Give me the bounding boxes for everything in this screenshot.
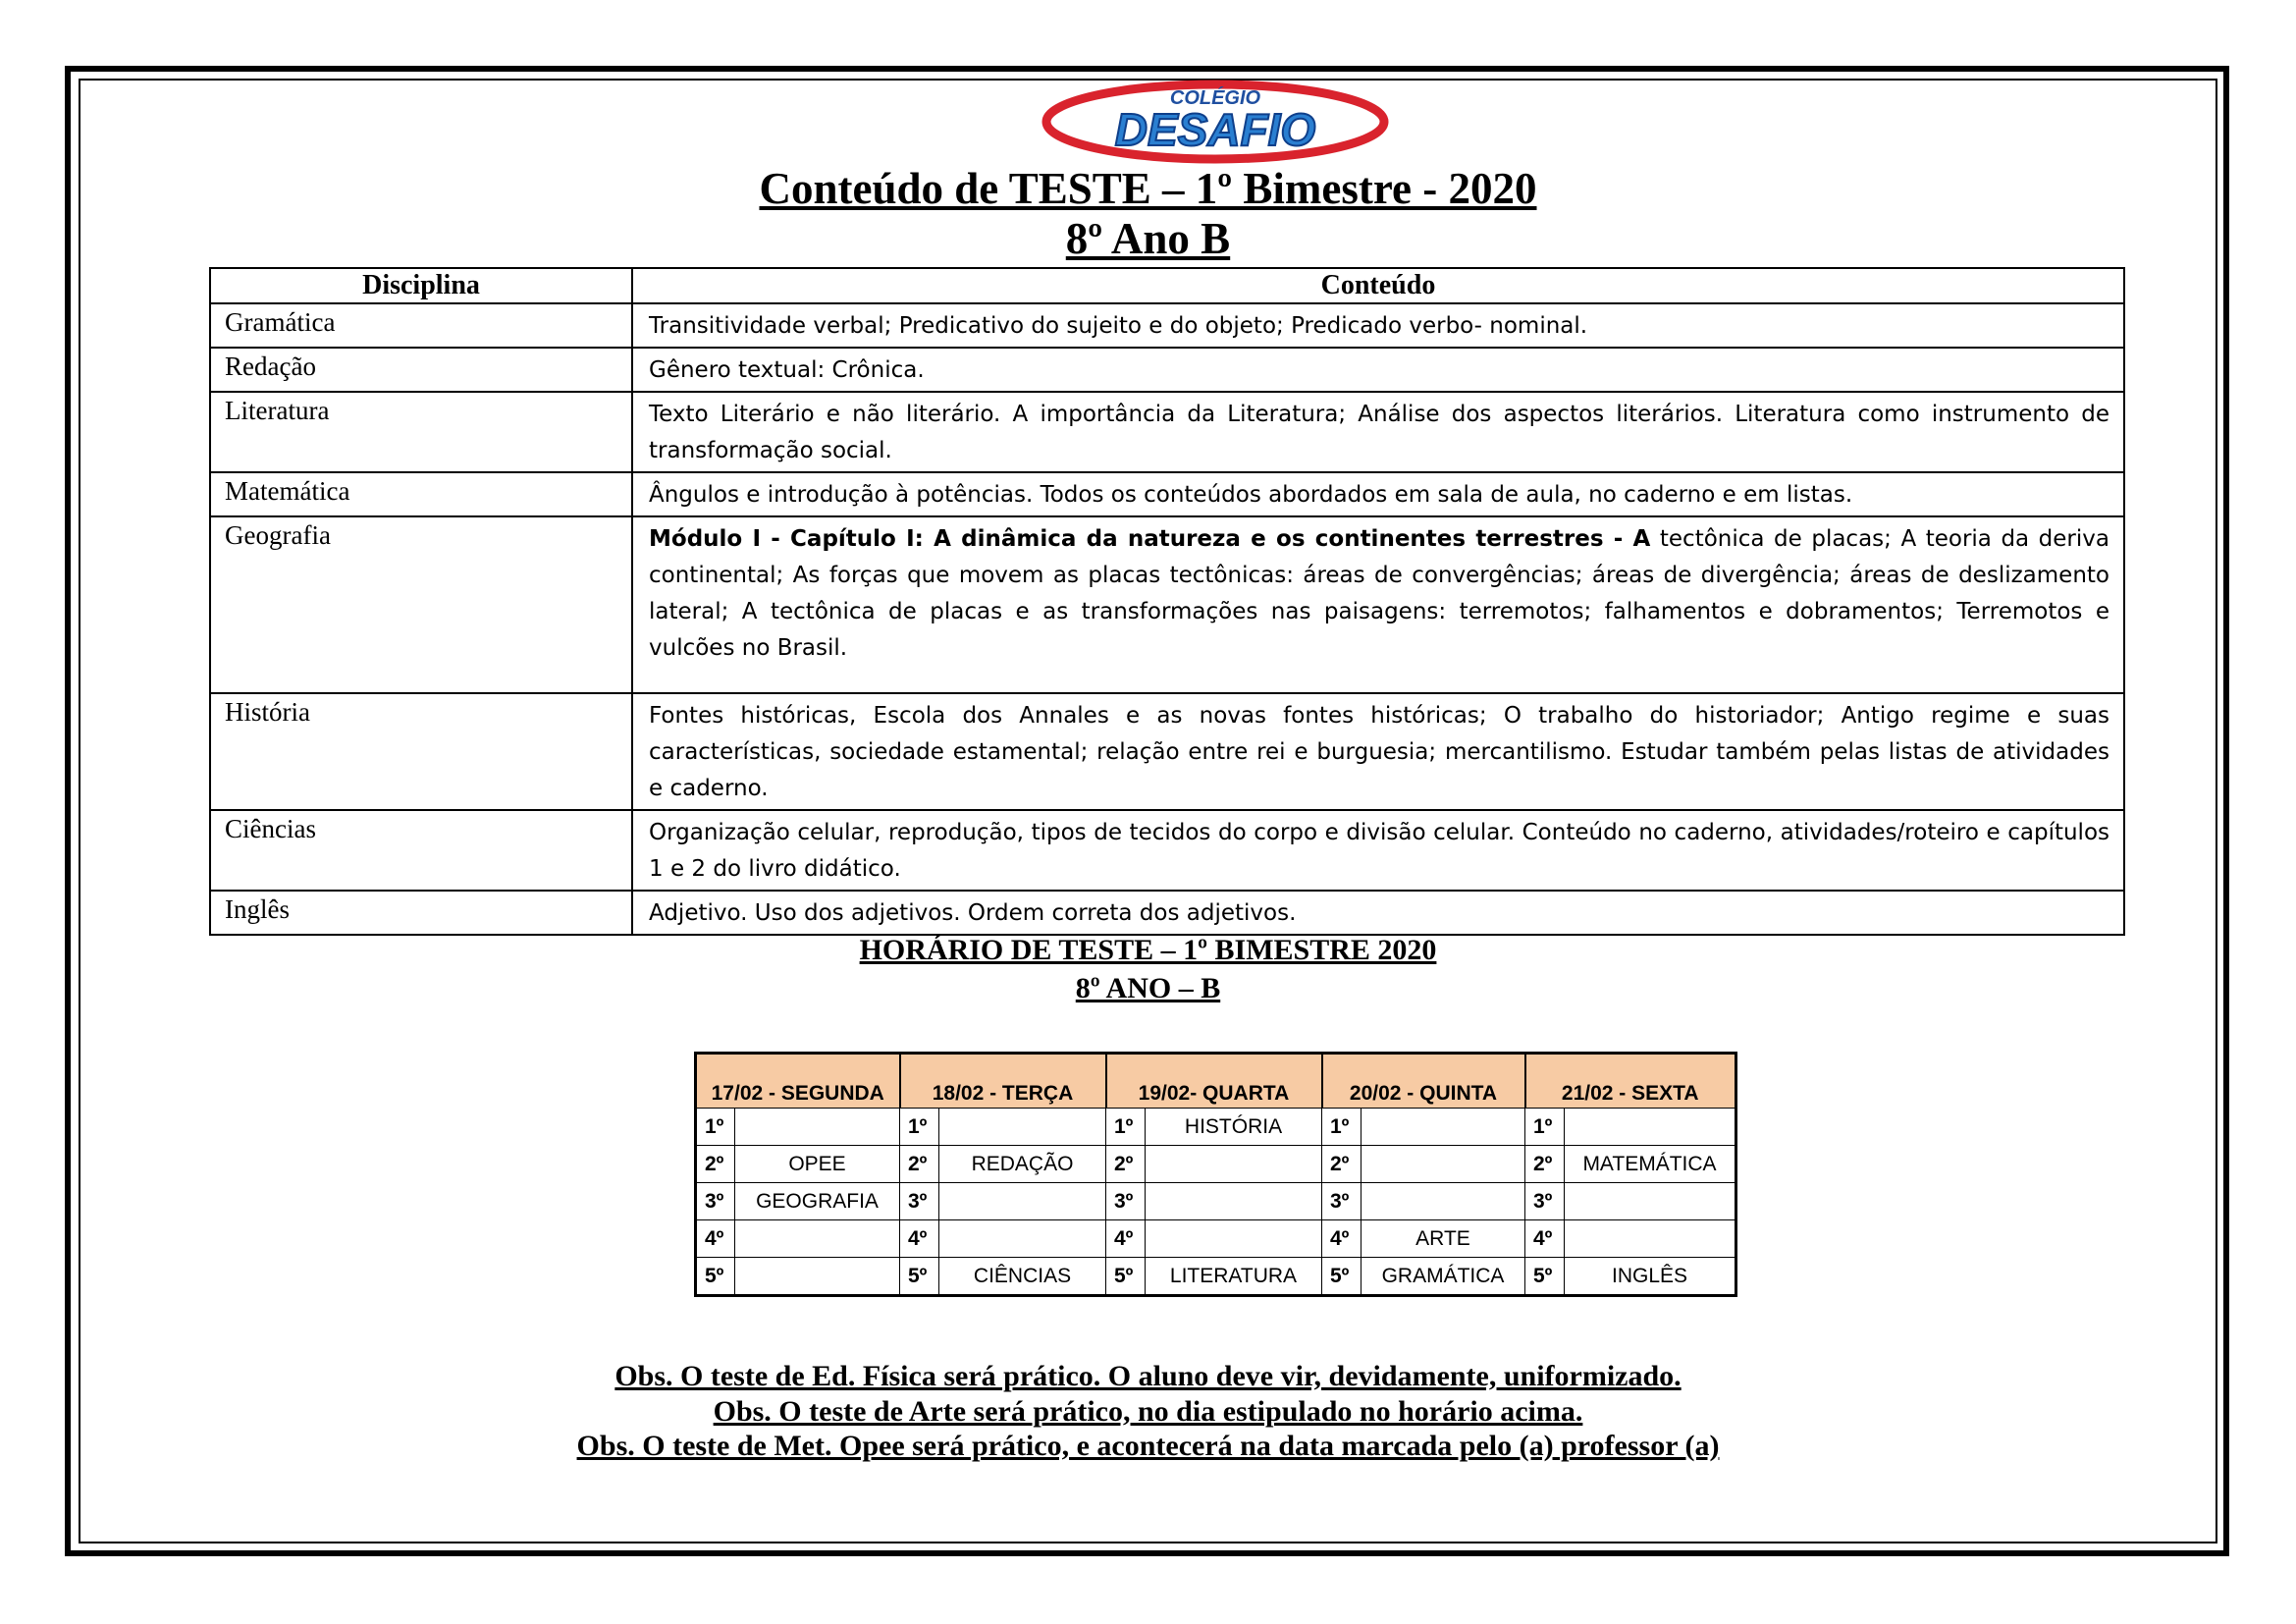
schedule-cell xyxy=(735,1109,900,1146)
content-cell: Organização celular, reprodução, tipos de tecidos do corpo e divisão celular. Conteúdo no caderno, atividades/roteiro e capítulos 1 e 2 do livro didático. xyxy=(632,810,2124,891)
content-cell xyxy=(632,516,2124,693)
schedule-cell xyxy=(1146,1220,1322,1258)
period-number: 3º xyxy=(900,1183,939,1220)
school-logo xyxy=(1041,73,1390,167)
period-number: 1º xyxy=(696,1109,735,1146)
schedule-row xyxy=(696,1109,1736,1146)
schedule-cell xyxy=(735,1258,900,1296)
schedule-row xyxy=(696,1258,1736,1296)
schedule-title: HORÁRIO DE TESTE – 1º BIMESTRE 2020 xyxy=(859,934,1437,966)
content-cell: Ângulos e introdução à potências. Todos os conteúdos abordados em sala de aula, no caderno e em listas. xyxy=(632,472,2124,516)
period-number: 1º xyxy=(1106,1109,1146,1146)
schedule-cell: REDAÇÃO xyxy=(939,1146,1106,1183)
period-number: 2º xyxy=(1106,1146,1146,1183)
period-number: 3º xyxy=(696,1183,735,1220)
schedule-cell: ARTE xyxy=(1362,1220,1525,1258)
discipline-cell: Geografia xyxy=(210,516,632,693)
content-cell: Fontes históricas, Escola dos Annales e as novas fontes históricas; O trabalho do historiador; Antigo regime e suas características, sociedade estamental; relação entre rei e burguesia; mercantilismo. Estudar também pelas listas de atividades e caderno. xyxy=(632,693,2124,810)
day-header: 21/02 - SEXTA xyxy=(1525,1054,1736,1109)
table-row xyxy=(210,472,2124,516)
schedule-cell xyxy=(939,1109,1106,1146)
page-subtitle: 8º Ano B xyxy=(1065,214,1231,263)
schedule-cell xyxy=(939,1220,1106,1258)
content-cell: Adjetivo. Uso dos adjetivos. Ordem correta dos adjetivos. xyxy=(632,891,2124,935)
schedule-row xyxy=(696,1220,1736,1258)
period-number: 1º xyxy=(1322,1109,1362,1146)
period-number: 1º xyxy=(900,1109,939,1146)
schedule-cell xyxy=(735,1220,900,1258)
discipline-cell: História xyxy=(210,693,632,810)
period-number: 2º xyxy=(900,1146,939,1183)
day-header: 17/02 - SEGUNDA xyxy=(696,1054,900,1109)
period-number: 2º xyxy=(1322,1146,1362,1183)
note-met-opee: Obs. O teste de Met. Opee será prático, e acontecerá na data marcada pelo (a) professor (a) xyxy=(576,1430,1720,1462)
period-number: 4º xyxy=(1525,1220,1565,1258)
note-arte: Obs. O teste de Arte será prático, no dia estipulado no horário acima. xyxy=(713,1395,1583,1428)
table-row xyxy=(210,891,2124,935)
schedule-cell: CIÊNCIAS xyxy=(939,1258,1106,1296)
discipline-cell: Literatura xyxy=(210,392,632,472)
page-title: Conteúdo de TESTE – 1º Bimestre - 2020 xyxy=(759,164,1537,213)
period-number: 2º xyxy=(696,1146,735,1183)
schedule-cell xyxy=(1362,1109,1525,1146)
discipline-cell: Redação xyxy=(210,348,632,392)
content-cell-text: tectônica de placas; A teoria da deriva continental; As forças que movem as placas tectônicas: áreas de convergências; áreas de divergência; áreas de deslizamento lateral; A tectônica de placas e as transformações nas paisagens: terremotos; falhamentos e dobramentos; Terremotos e vulcões no Brasil. xyxy=(649,526,2109,661)
table-row xyxy=(210,516,2124,693)
content-table xyxy=(209,267,2125,936)
schedule-table xyxy=(694,1052,1737,1297)
table-row xyxy=(210,693,2124,810)
schedule-cell xyxy=(1146,1183,1322,1220)
content-table-header xyxy=(210,268,2124,303)
schedule-header-row xyxy=(696,1054,1736,1109)
content-cell: Gênero textual: Crônica. xyxy=(632,348,2124,392)
period-number: 5º xyxy=(1525,1258,1565,1296)
content-cell: Transitividade verbal; Predicativo do sujeito e do objeto; Predicado verbo- nominal. xyxy=(632,303,2124,348)
table-row xyxy=(210,810,2124,891)
period-number: 2º xyxy=(1525,1146,1565,1183)
schedule-cell: GEOGRAFIA xyxy=(735,1183,900,1220)
schedule-cell: GRAMÁTICA xyxy=(1362,1258,1525,1296)
period-number: 3º xyxy=(1525,1183,1565,1220)
period-number: 4º xyxy=(900,1220,939,1258)
discipline-cell: Inglês xyxy=(210,891,632,935)
schedule-cell xyxy=(1565,1183,1736,1220)
day-header: 18/02 - TERÇA xyxy=(900,1054,1106,1109)
schedule-cell xyxy=(1565,1220,1736,1258)
period-number: 5º xyxy=(1106,1258,1146,1296)
period-number: 3º xyxy=(1322,1183,1362,1220)
content-cell: Texto Literário e não literário. A importância da Literatura; Análise dos aspectos literários. Literatura como instrumento de transformação social. xyxy=(632,392,2124,472)
schedule-cell: OPEE xyxy=(735,1146,900,1183)
period-number: 4º xyxy=(1322,1220,1362,1258)
note-ed-fisica: Obs. O teste de Ed. Física será prático. O aluno deve vir, devidamente, uniformizado. xyxy=(614,1360,1682,1392)
content-cell-bold: Módulo I - Capítulo I: A dinâmica da natureza e os continentes terrestres - A xyxy=(649,526,1651,552)
schedule-cell: INGLÊS xyxy=(1565,1258,1736,1296)
day-header: 19/02- QUARTA xyxy=(1106,1054,1322,1109)
schedule-cell xyxy=(1146,1146,1322,1183)
period-number: 4º xyxy=(696,1220,735,1258)
discipline-cell: Matemática xyxy=(210,472,632,516)
table-row xyxy=(210,303,2124,348)
schedule-subtitle: 8º ANO – B xyxy=(1075,972,1221,1004)
schedule-cell xyxy=(1362,1183,1525,1220)
schedule-cell: LITERATURA xyxy=(1146,1258,1322,1296)
table-row xyxy=(210,392,2124,472)
header-conteudo: Conteúdo xyxy=(632,268,2124,303)
period-number: 5º xyxy=(696,1258,735,1296)
period-number: 4º xyxy=(1106,1220,1146,1258)
period-number: 5º xyxy=(1322,1258,1362,1296)
period-number: 3º xyxy=(1106,1183,1146,1220)
discipline-cell: Gramática xyxy=(210,303,632,348)
logo-text-colegio: COLÉGIO xyxy=(1169,87,1261,109)
schedule-cell: HISTÓRIA xyxy=(1146,1109,1322,1146)
schedule-cell xyxy=(1362,1146,1525,1183)
discipline-cell: Ciências xyxy=(210,810,632,891)
schedule-row xyxy=(696,1146,1736,1183)
table-row xyxy=(210,348,2124,392)
period-number: 1º xyxy=(1525,1109,1565,1146)
day-header: 20/02 - QUINTA xyxy=(1322,1054,1525,1109)
logo-text-desafio: DESAFIO xyxy=(1114,104,1316,155)
schedule-cell xyxy=(1565,1109,1736,1146)
schedule-row xyxy=(696,1183,1736,1220)
header-disciplina: Disciplina xyxy=(210,268,632,303)
schedule-cell: MATEMÁTICA xyxy=(1565,1146,1736,1183)
period-number: 5º xyxy=(900,1258,939,1296)
schedule-cell xyxy=(939,1183,1106,1220)
